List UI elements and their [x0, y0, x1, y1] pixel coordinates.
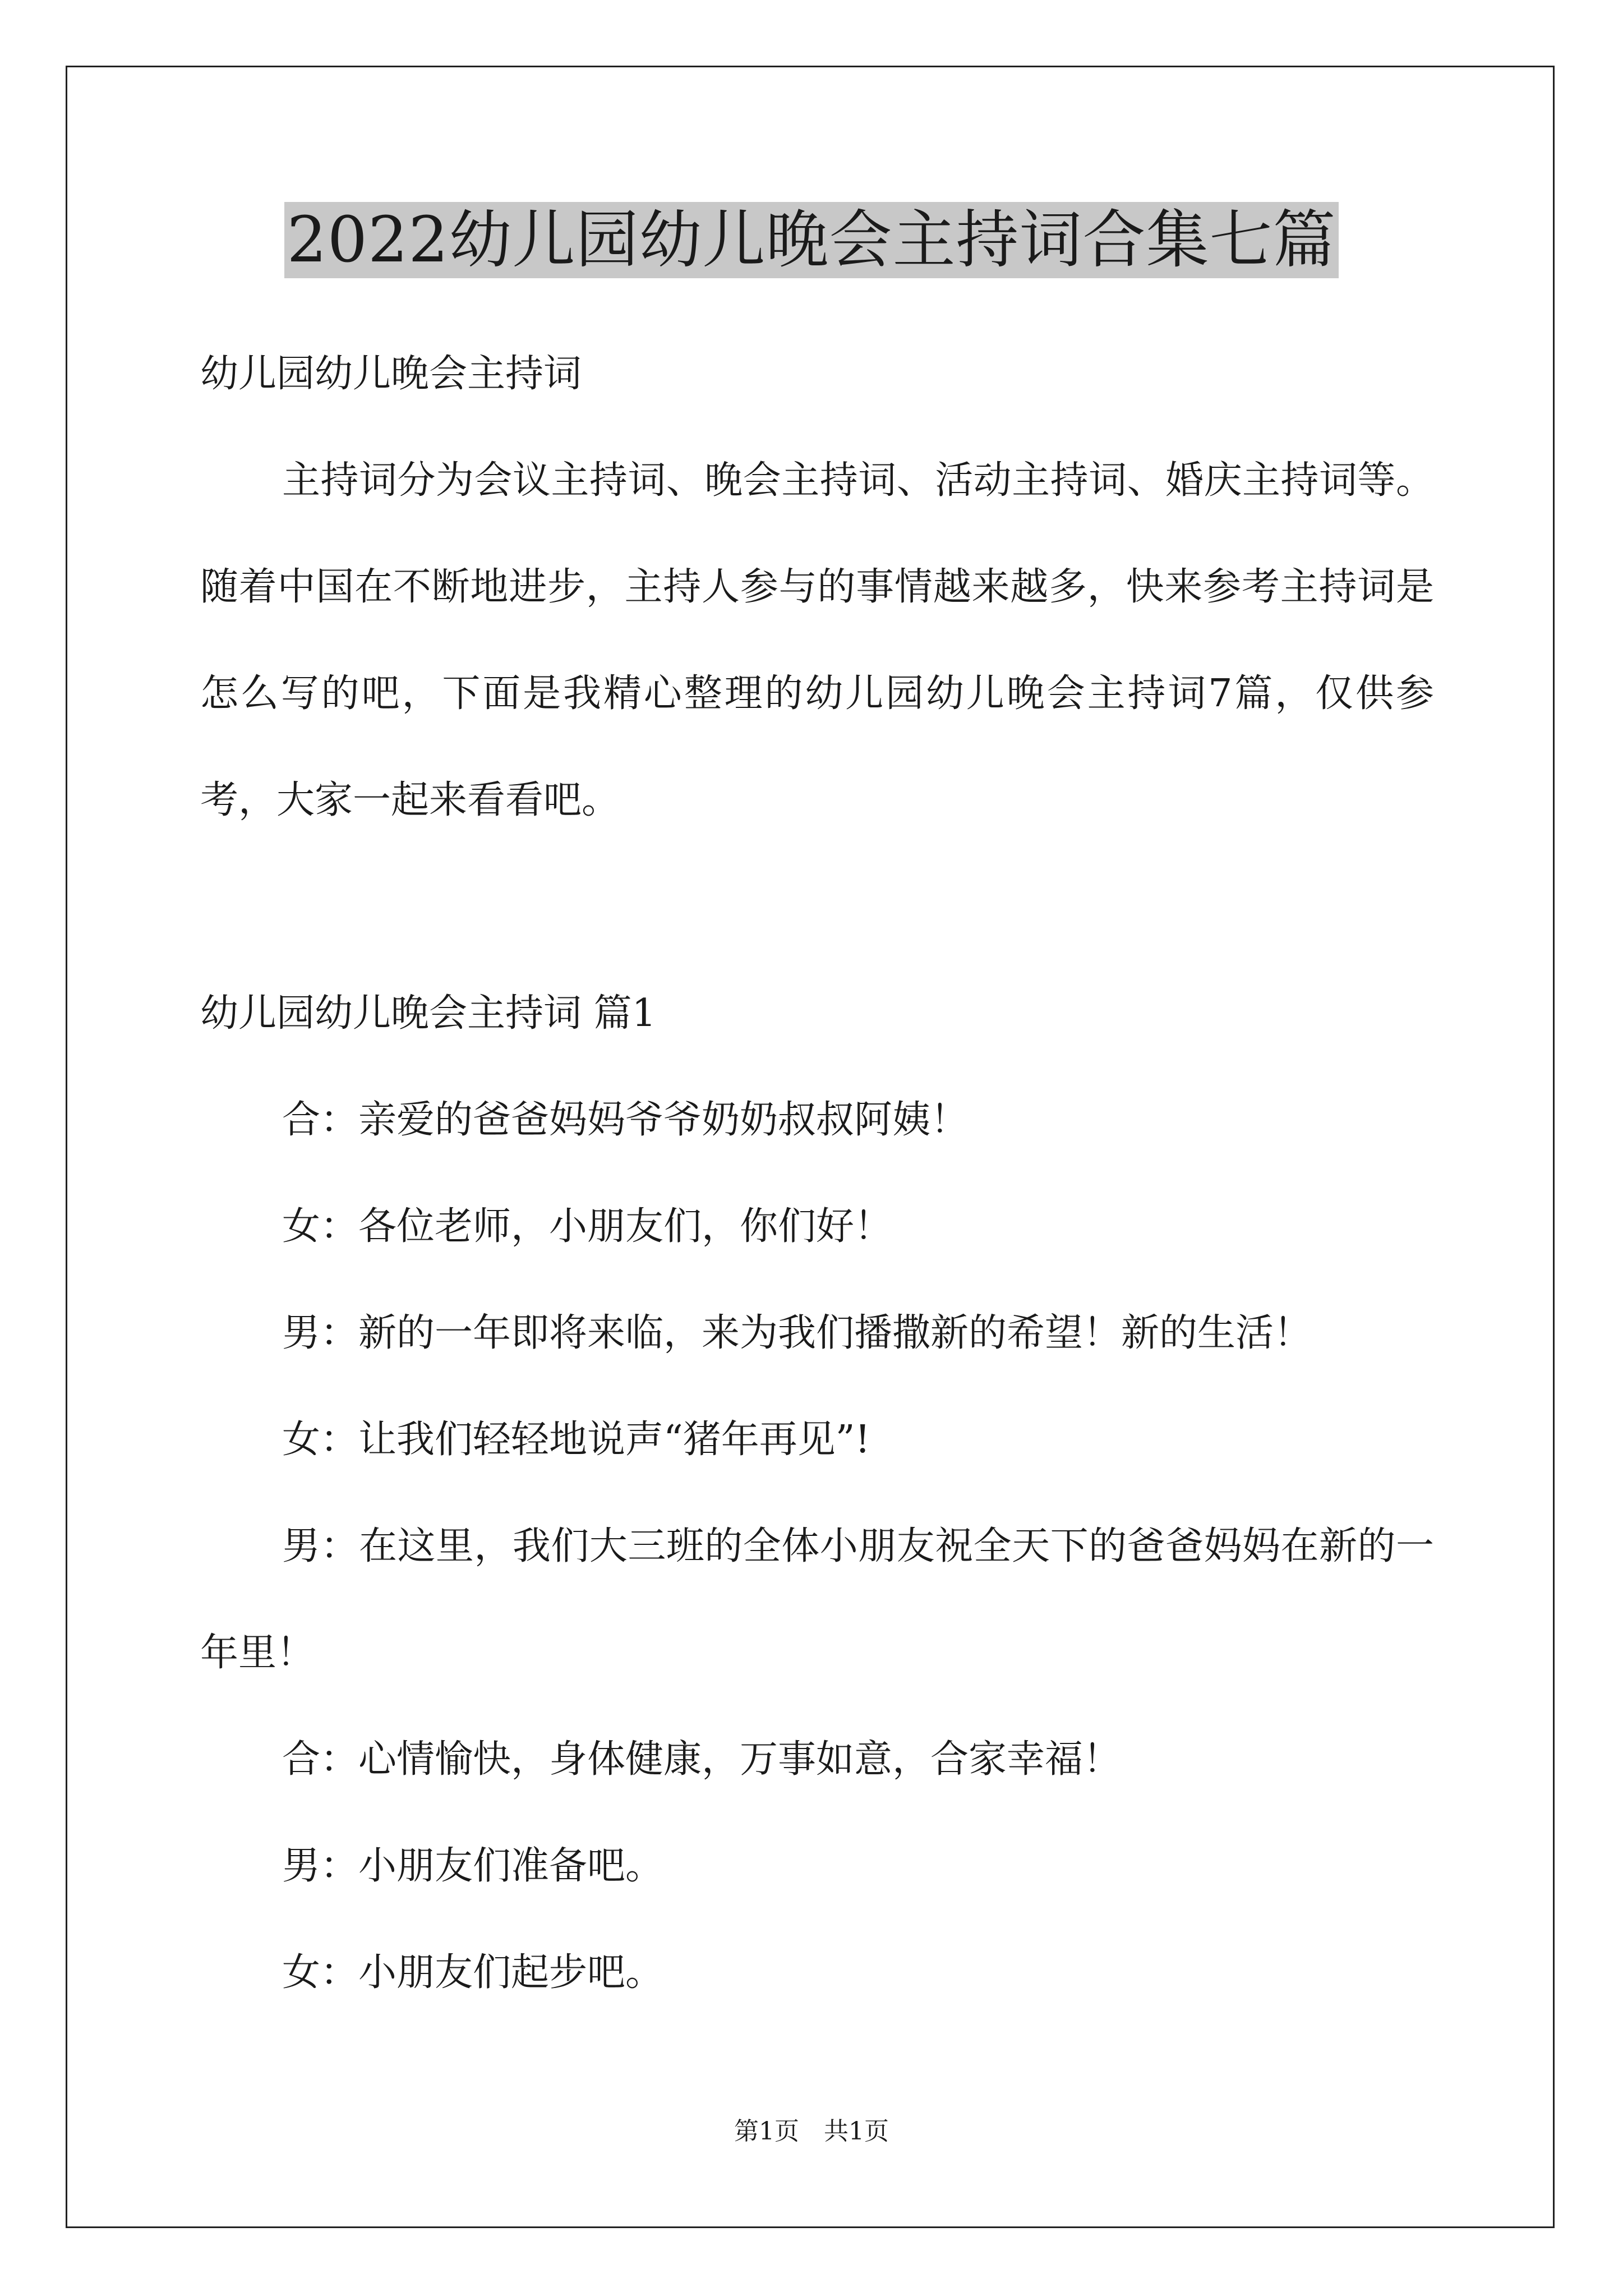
document-title-container: [0, 202, 1623, 278]
dialogue-line: 女：让我们轻轻地说声“猪年再见”!: [282, 1418, 870, 1462]
document-body: [200, 321, 1434, 2026]
dialogue-line: 女：小朋友们起步吧。: [282, 1950, 664, 1995]
dialogue-line: 男：小朋友们准备吧。: [282, 1844, 664, 1888]
dialogue-line: 合：心情愉快，身体健康，万事如意，合家幸福！: [282, 1737, 1122, 1782]
intro-paragraph: 主持词分为会议主持词、晚会主持词、活动主持词、婚庆主持词等。随着中国在不断地进步，主持人参与的事情越来越多，快来参考主持词是怎么写的吧，下面是我精心整理的幼儿园幼儿晚会主持词7篇，仅供参考，大家一起来看看吧。: [200, 458, 1434, 822]
dialogue-line: 男：新的一年即将来临，来为我们播撒新的希望！新的生活！: [282, 1311, 1312, 1355]
document-title: 2022幼儿园幼儿晚会主持词合集七篇: [284, 202, 1338, 278]
dialogue-line: 男：在这里，我们大三班的全体小朋友祝全天下的爸爸妈妈在新的一年里！: [200, 1524, 1434, 1675]
dialogue-line: 女：各位老师，小朋友们，你们好！: [282, 1204, 893, 1249]
dialogue-line: 合：亲爱的爸爸妈妈爷爷奶奶叔叔阿姨！: [282, 1098, 969, 1142]
page-footer: 第1页 共1页: [734, 2117, 889, 2146]
section-heading: 幼儿园幼儿晚会主持词 篇1: [200, 991, 656, 1036]
intro-heading: 幼儿园幼儿晚会主持词: [200, 352, 582, 396]
